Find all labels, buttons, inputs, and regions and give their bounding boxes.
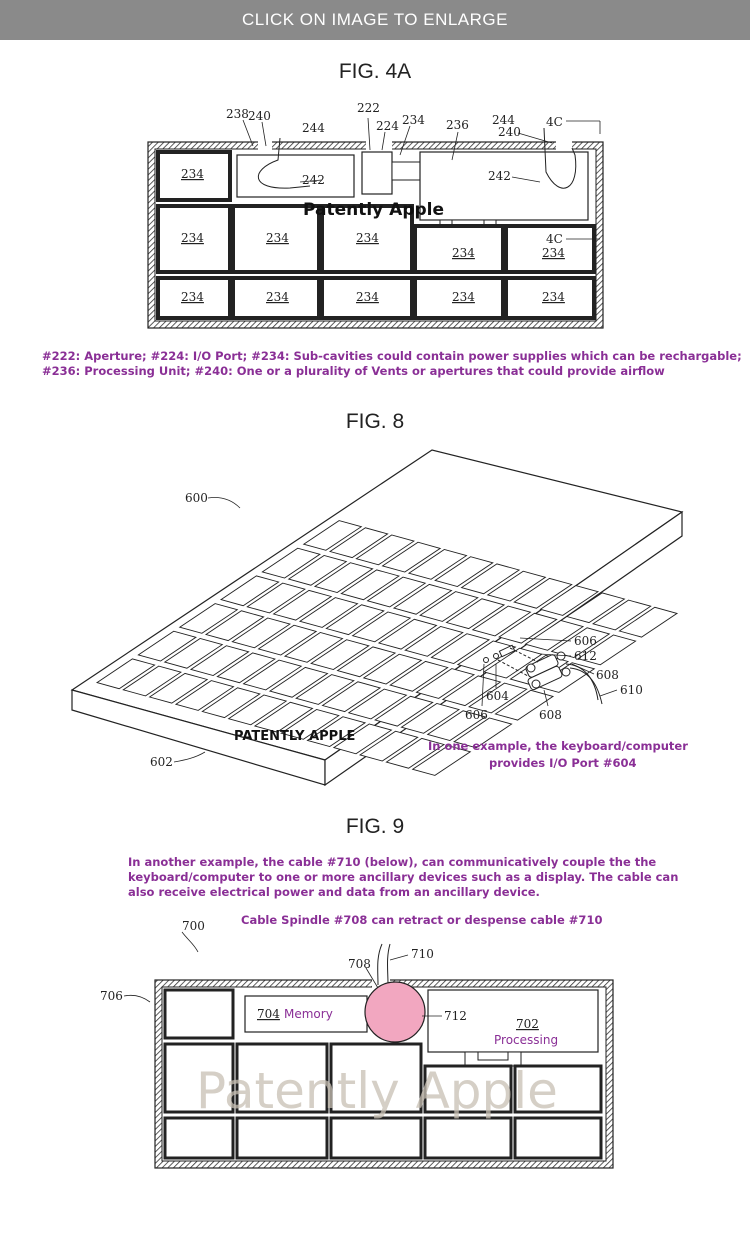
ref-704: 704 — [257, 1007, 280, 1021]
cell-label: 234 — [452, 246, 475, 260]
fig-4a-caption-line-1: #222: Aperture; #224: I/O Port; #234: Sub-cavities could contain power supplies which can be rechargable; — [42, 349, 742, 363]
enlarge-banner[interactable]: CLICK ON IMAGE TO ENLARGE — [0, 0, 750, 40]
ref-244-right: 244 — [492, 113, 515, 127]
fig-8-watermark: PATENTLY APPLE — [234, 729, 356, 744]
ref-242-right: 242 — [488, 169, 511, 183]
ref-606-bottom: 606 — [465, 708, 488, 722]
ref-240: 240 — [248, 109, 271, 123]
memory-label: Memory — [284, 1007, 333, 1021]
fig-4a-watermark: Patently Apple — [303, 200, 445, 220]
processing-label: Processing — [494, 1033, 559, 1047]
ref-224: 224 — [376, 119, 399, 133]
ref-222: 222 — [357, 101, 380, 115]
ref-700: 700 — [182, 919, 205, 933]
cell-label: 234 — [181, 290, 204, 304]
fig-9-title: FIG. 9 — [345, 815, 405, 838]
ref-606-top: 606 — [574, 634, 597, 648]
cell-label: 234 — [266, 231, 289, 245]
fig-4a-title: FIG. 4A — [338, 60, 412, 83]
ref-236: 236 — [446, 118, 469, 132]
fig-9-note-line-2: keyboard/computer to one or more ancillary devices such as a display. The cable can — [128, 870, 679, 884]
ref-244: 244 — [302, 121, 325, 135]
cable-spindle — [365, 982, 425, 1042]
fig-8-title: FIG. 8 — [345, 410, 405, 433]
ref-706: 706 — [100, 989, 123, 1003]
ref-610: 610 — [620, 683, 643, 697]
cell-label: 234 — [542, 290, 565, 304]
fig-8-note-line-2: provides I/O Port #604 — [489, 756, 637, 770]
ref-608-bottom: 608 — [539, 708, 562, 722]
cell-label: 234 — [542, 246, 565, 260]
cell-label: 234 — [266, 290, 289, 304]
ref-702: 702 — [516, 1017, 539, 1031]
cell-label: 234 — [181, 231, 204, 245]
cell-label: 234 — [356, 290, 379, 304]
fig-9-spindle-note: Cable Spindle #708 can retract or despense cable #710 — [241, 913, 603, 927]
ref-710: 710 — [411, 947, 434, 961]
cell-label: 234 — [356, 231, 379, 245]
ref-612: 612 — [574, 649, 597, 663]
ref-242-left: 242 — [302, 173, 325, 187]
ref-604: 604 — [486, 689, 509, 703]
ref-4c-bottom: 4C — [546, 232, 563, 246]
ref-240-right: 240 — [498, 125, 521, 139]
fig-9-watermark: Patently Apple — [196, 1062, 558, 1120]
ref-708: 708 — [348, 957, 371, 971]
ref-238: 238 — [226, 107, 249, 121]
fig-8-note-line-1: In one example, the keyboard/computer — [428, 739, 688, 753]
ref-602: 602 — [150, 755, 173, 769]
fig-9-note-line-1: In another example, the cable #710 (below), can communicatively couple the the — [128, 855, 657, 869]
ref-600: 600 — [185, 491, 208, 505]
ref-234-top: 234 — [402, 113, 425, 127]
fig-4a-caption-line-2: #236: Processing Unit; #240: One or a plurality of Vents or apertures that could provide airflow — [42, 364, 665, 378]
cell-label: 234 — [452, 290, 475, 304]
ref-4c-top: 4C — [546, 115, 563, 129]
fig-9-note-line-3: also receive electrical power and data from an ancillary device. — [128, 885, 540, 899]
ref-712: 712 — [444, 1009, 467, 1023]
cell-label: 234 — [181, 167, 204, 181]
ref-608-right: 608 — [596, 668, 619, 682]
